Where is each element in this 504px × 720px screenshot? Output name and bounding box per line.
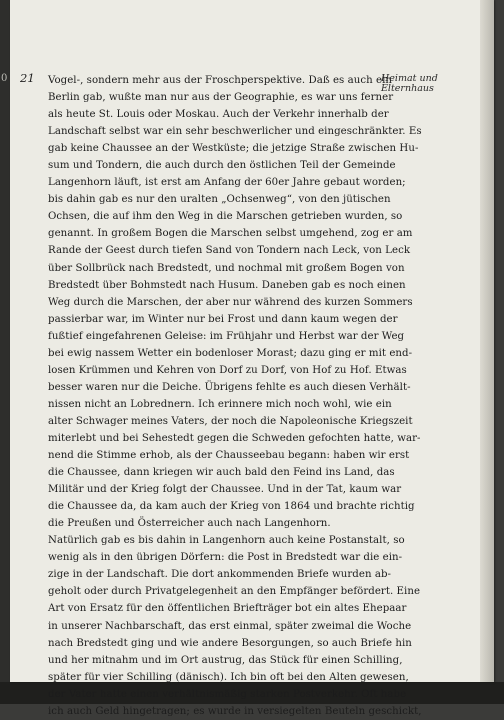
text-line: Bredstedt über Bohmstedt nach Husum. Daneben gab es noch einen (48, 279, 406, 291)
text-line: Vogel-, sondern mehr aus der Froschperspektive. Daß es auch ein (48, 75, 393, 86)
text-line: Berlin gab, wußte man nur aus der Geographie, es war uns ferner (48, 92, 394, 104)
text-line: ich auch Geld hingetragen; es wurde in versiegelten Beuteln geschickt, (48, 705, 422, 717)
text-line: zige in der Landschaft. Die dort ankommenden Briefe wurden ab- (48, 569, 392, 581)
margin-note-line: Elternhaus (381, 83, 434, 94)
text-line: Militär und der Krieg folgt der Chaussee. Und in der Tat, kaum war (48, 484, 402, 496)
margin-note-line: Heimat und (381, 73, 438, 84)
text-line: der Vater hatte einen verhältnismäßig starken Postverkehr. Oft habe (48, 688, 407, 700)
text-line: die Preußen und Österreicher auch nach Langenhorn. (48, 518, 331, 530)
text-line: genannt. In großem Bogen die Marschen selbst umgehend, zog er am (48, 228, 413, 240)
text-line: nissen nicht an Lobrednern. Ich erinnere mich noch wohl, wie ein (48, 398, 392, 410)
text-line: Rande der Geest durch tiefen Sand von Tondern nach Leck, von Leck (48, 245, 411, 257)
text-line: Natürlich gab es bis dahin in Langenhorn auch keine Postanstalt, so (48, 535, 405, 547)
text-line: in unserer Nachbarschaft, das erst einmal, später zweimal die Woche (48, 620, 412, 632)
text-line: alter Schwager meines Vaters, der noch die Napoleonische Kriegszeit (48, 415, 413, 427)
text-line: passierbar war, im Winter nur bei Frost und dann kaum wegen der (48, 313, 398, 325)
text-line: als heute St. Louis oder Moskau. Auch der Verkehr innerhalb der (48, 109, 389, 121)
text-line: bei ewig nassem Wetter ein bodenloser Morast; dazu ging er mit end- (48, 347, 413, 359)
text-line: wenig als in den übrigen Dörfern: die Post in Bredstedt war die ein- (48, 552, 403, 564)
text-line: und her mitnahm und im Ort austrug, das Stück für einen Schilling, (48, 654, 403, 666)
text-line: losen Krümmen und Kehren von Dorf zu Dorf, von Hof zu Hof. Etwas (48, 364, 407, 376)
text-line: die Chaussee da, da kam auch der Krieg von 1864 und brachte richtig (48, 501, 415, 513)
text-line: nach Bredstedt ging und wie andere Besorgungen, so auch Briefe hin (48, 637, 412, 649)
text-line: Ochsen, die auf ihm den Weg in die Marschen getrieben wurden, so (48, 211, 403, 223)
page-edge (480, 0, 494, 682)
text-line: Art von Ersatz für den öffentlichen Briefträger bot ein altes Ehepaar (48, 603, 407, 615)
text-line: über Sollbrück nach Bredstedt, und nochmal mit großem Bogen von (48, 262, 405, 274)
text-line: die Chaussee, dann kriegen wir auch bald den Feind ins Land, das (48, 467, 395, 479)
page-number: 21 (20, 71, 35, 85)
text-line: später für vier Schilling (dänisch). Ich bin oft bei den Alten gewesen, (48, 671, 409, 683)
text-line: bis dahin gab es nur den uralten „Ochsenweg“, von den jütischen (48, 194, 391, 206)
text-line: geholt oder durch Privatgelegenheit an den Empfänger befördert. Eine (48, 586, 421, 598)
text-line: Weg durch die Marschen, der aber nur während des kurzen Sommers (48, 296, 413, 308)
text-line: miterlebt und bei Sehestedt gegen die Schweden gefochten hatte, war- (48, 432, 421, 444)
text-line: gab keine Chaussee an der Westküste; die jetzige Straße zwischen Hu- (48, 143, 419, 155)
scan-edge-mark: 0 (1, 73, 8, 84)
text-line: Langenhorn läuft, ist erst am Anfang der 60er Jahre gebaut worden; (48, 177, 406, 189)
scan-background-left (0, 0, 10, 704)
text-line: sum und Tondern, die auch durch den östlichen Teil der Gemeinde (48, 160, 396, 172)
text-line: Landschaft selbst war ein sehr beschwerlicher und eingeschränkter. Es (48, 126, 422, 138)
text-line: fußtief eingefahrenen Geleise: im Frühjahr und Herbst war der Weg (48, 330, 405, 342)
text-line: besser waren nur die Deiche. Übrigens fehlte es auch diesen Verhält- (48, 381, 411, 393)
text-line: nend die Stimme erhob, als der Chausseebau begann: haben wir erst (48, 450, 410, 462)
